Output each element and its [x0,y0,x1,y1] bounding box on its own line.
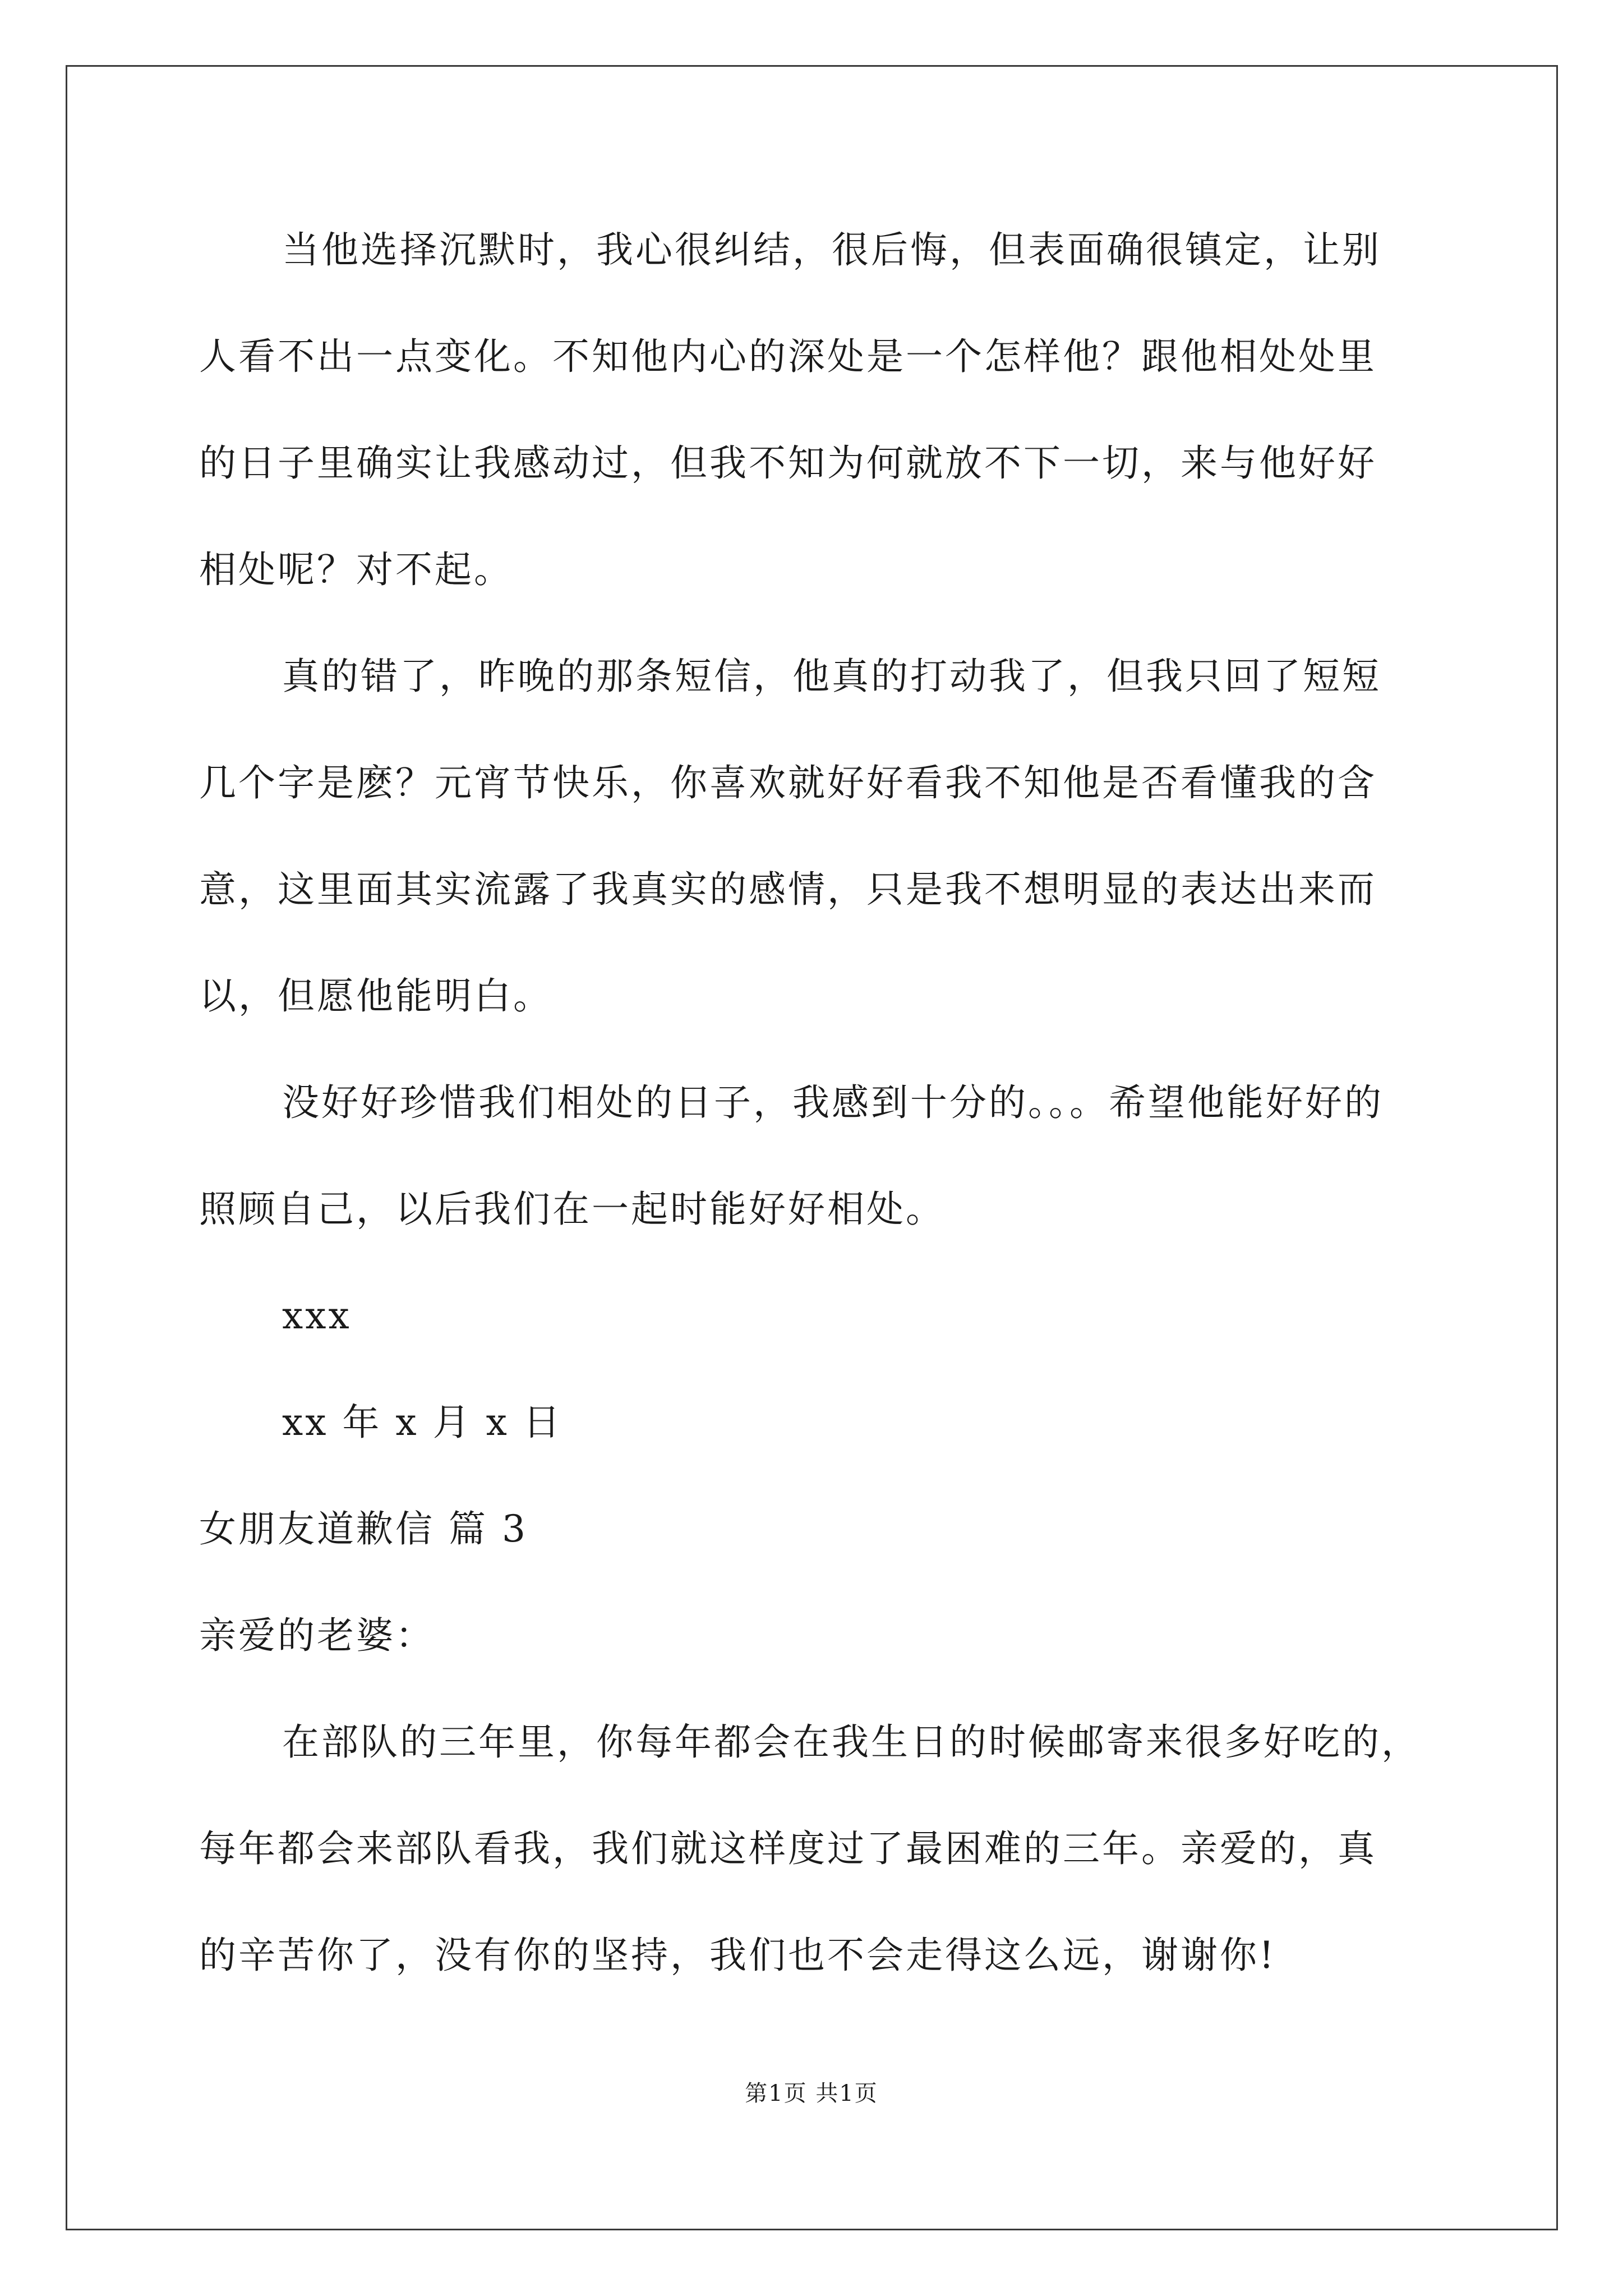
paragraph-line: 以，但愿他能明白。 [199,974,552,1018]
section-heading: 女朋友道歉信 篇 3 [199,1507,528,1550]
paragraph-line: 的辛苦你了，没有你的坚持，我们也不会走得这么远，谢谢你! [199,1934,1276,1977]
paragraph-line: 真的错了，昨晚的那条短信，他真的打动我了，但我只回了短短 [282,655,1381,698]
page-footer: 第1页 共1页 [745,2081,878,2106]
paragraph-line: 当他选择沉默时，我心很纠结，很后悔，但表面确很镇定，让别 [282,228,1381,272]
signature-name: xxx [282,1294,352,1337]
paragraph-line: 几个字是麽？元宵节快乐，你喜欢就好好看我不知他是否看懂我的含 [199,761,1377,804]
signature-date: xx 年 x 月 x 日 [282,1401,562,1444]
paragraph-line: 意，这里面其实流露了我真实的感情，只是我不想明显的表达出来而 [199,868,1377,911]
paragraph-line: 没好好珍惜我们相处的日子，我感到十分的。。。希望他能好好的 [282,1081,1384,1124]
paragraph-line: 照顾自己，以后我们在一起时能好好相处。 [199,1188,945,1231]
salutation: 亲爱的老婆： [199,1614,435,1657]
paragraph-line: 在部队的三年里，你每年都会在我生日的时候邮寄来很多好吃的， [282,1720,1421,1764]
page-border [66,65,1558,2230]
paragraph-line: 每年都会来部队看我，我们就这样度过了最困难的三年。亲爱的，真 [199,1827,1377,1870]
paragraph-line: 人看不出一点变化。不知他内心的深处是一个怎样他？跟他相处处里 [199,335,1377,378]
paragraph-line: 相处呢？对不起。 [199,548,513,591]
paragraph-line: 的日子里确实让我感动过，但我不知为何就放不下一切，来与他好好 [199,441,1377,485]
